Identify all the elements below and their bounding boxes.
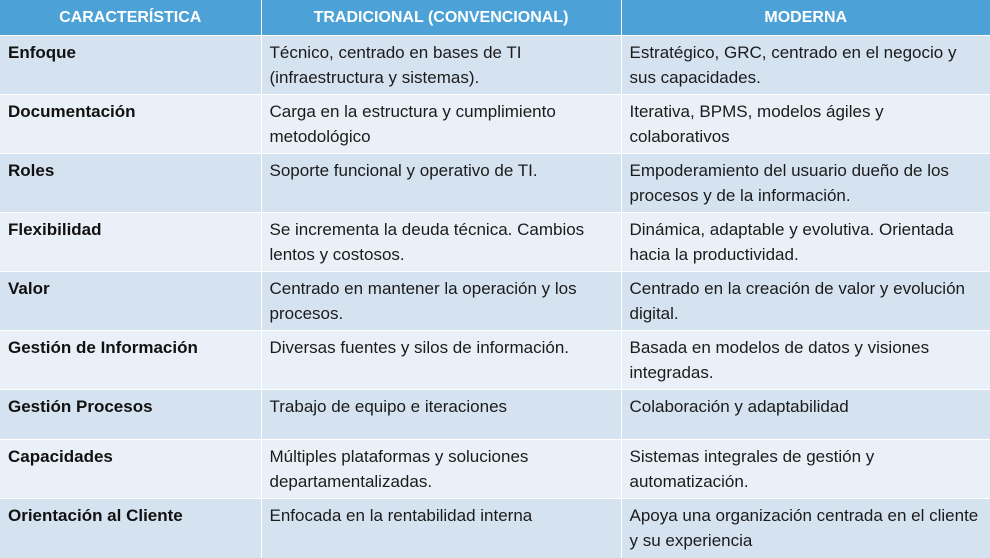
table-row	[0, 331, 990, 390]
feature-cell: Roles	[0, 154, 261, 213]
modern-cell: Basada en modelos de datos y visiones integradas.	[621, 331, 990, 390]
traditional-cell: Enfocada en la rentabilidad interna	[261, 499, 621, 558]
table-row	[0, 499, 990, 558]
traditional-cell: Técnico, centrado en bases de TI (infraestructura y sistemas).	[261, 36, 621, 95]
table-header	[0, 0, 990, 36]
modern-cell: Centrado en la creación de valor y evolución digital.	[621, 272, 990, 331]
feature-cell: Orientación al Cliente	[0, 499, 261, 558]
feature-cell: Gestión de Información	[0, 331, 261, 390]
table-row	[0, 154, 990, 213]
modern-cell: Colaboración y adaptabilidad	[621, 390, 990, 440]
modern-cell: Empoderamiento del usuario dueño de los procesos y de la información.	[621, 154, 990, 213]
traditional-cell: Carga en la estructura y cumplimiento metodológico	[261, 95, 621, 154]
table-row	[0, 440, 990, 499]
feature-cell: Gestión Procesos	[0, 390, 261, 440]
traditional-cell: Soporte funcional y operativo de TI.	[261, 154, 621, 213]
header-moderna: MODERNA	[621, 0, 990, 36]
feature-cell: Capacidades	[0, 440, 261, 499]
traditional-cell: Centrado en mantener la operación y los procesos.	[261, 272, 621, 331]
header-row	[0, 0, 990, 36]
traditional-cell: Diversas fuentes y silos de información.	[261, 331, 621, 390]
feature-cell: Documentación	[0, 95, 261, 154]
table-row	[0, 213, 990, 272]
modern-cell: Estratégico, GRC, centrado en el negocio y sus capacidades.	[621, 36, 990, 95]
feature-cell: Flexibilidad	[0, 213, 261, 272]
feature-cell: Valor	[0, 272, 261, 331]
header-caracteristica: CARACTERÍSTICA	[0, 0, 261, 36]
traditional-cell: Trabajo de equipo e iteraciones	[261, 390, 621, 440]
traditional-cell: Múltiples plataformas y soluciones departamentalizadas.	[261, 440, 621, 499]
table-body	[0, 36, 990, 558]
modern-cell: Dinámica, adaptable y evolutiva. Orientada hacia la productividad.	[621, 213, 990, 272]
table-row	[0, 272, 990, 331]
traditional-cell: Se incrementa la deuda técnica. Cambios lentos y costosos.	[261, 213, 621, 272]
modern-cell: Sistemas integrales de gestión y automatización.	[621, 440, 990, 499]
table-row	[0, 36, 990, 95]
modern-cell: Apoya una organización centrada en el cliente y su experiencia	[621, 499, 990, 558]
feature-cell: Enfoque	[0, 36, 261, 95]
modern-cell: Iterativa, BPMS, modelos ágiles y colaborativos	[621, 95, 990, 154]
table-row	[0, 95, 990, 154]
table-row	[0, 390, 990, 440]
header-tradicional: TRADICIONAL (CONVENCIONAL)	[261, 0, 621, 36]
